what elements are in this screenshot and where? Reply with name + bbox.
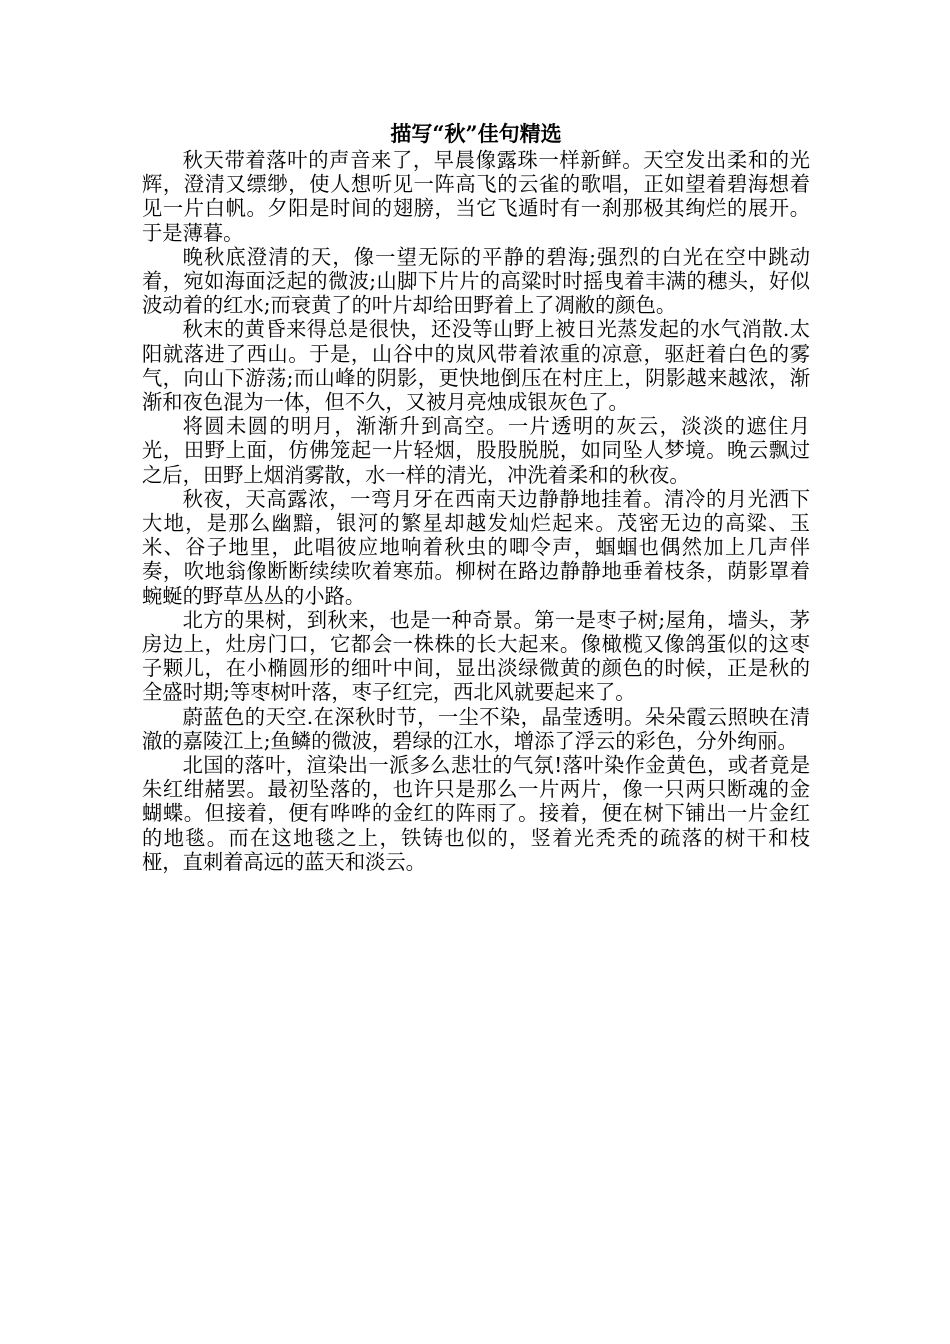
document-title: 描写“秋”佳句精选 bbox=[390, 121, 562, 146]
paragraph: 秋末的黄昏来得总是很快，还没等山野上被日光蒸发起的水气消散.太阳就落进了西山。于是，山谷中的岚风带着浓重的凉意，驱赶着白色的雾气，向山下游荡;而山峰的阴影，更快地倒压在村庄上，阴影越来越浓，渐渐和夜色混为一体，但不久，又被月亮烛成银灰色了。 bbox=[142, 317, 810, 415]
paragraph: 北国的落叶，渲染出一派多么悲壮的气氛!落叶染作金黄色，或者竟是朱红绀赭罢。最初坠落的，也许只是那么一片两片，像一只两只断魂的金蝴蝶。但接着，便有哗哗的金红的阵雨了。接着，便在树下铺出一片金红的地毯。而在这地毯之上，铁铸也似的，竖着光秃秃的疏落的树干和枝桠，直刺着高远的蓝天和淡云。 bbox=[142, 753, 810, 874]
paragraph: 将圆未圆的明月，渐渐升到高空。一片透明的灰云，淡淡的遮住月光，田野上面，仿佛笼起一片轻烟，股股脱脱，如同坠人梦境。晚云飘过之后，田野上烟消雾散，水一样的清光，冲洗着柔和的秋夜。 bbox=[142, 414, 810, 487]
paragraph: 秋夜，天高露浓，一弯月牙在西南天边静静地挂着。清冷的月光洒下大地，是那么幽黯，银河的繁星却越发灿烂起来。茂密无边的高粱、玉米、谷子地里，此唱彼应地响着秋虫的唧令声，蝈蝈也偶然加上几声伴奏，吹地翁像断断续续吹着寒茄。柳树在路边静静地垂着枝条，荫影罩着蜿蜒的野草丛丛的小路。 bbox=[142, 486, 810, 608]
paragraph: 秋天带着落叶的声音来了，早晨像露珠一样新鲜。天空发出柔和的光辉，澄清又缥缈，使人想听见一阵高飞的云雀的歌唱，正如望着碧海想着见一片白帆。夕阳是时间的翅膀，当它飞遁时有一刹那极其绚烂的展开。于是薄暮。 bbox=[142, 148, 810, 245]
paragraph: 蔚蓝色的天空.在深秋时节，一尘不染，晶莹透明。朵朵霞云照映在清澈的嘉陵江上;鱼鳞的微波，碧绿的江水，增添了浮云的彩色，分外绚丽。 bbox=[142, 704, 810, 753]
paragraph: 北方的果树，到秋来，也是一种奇景。第一是枣子树;屋角，墙头，茅房边上，灶房门口，它都会一株株的长大起来。像橄榄又像鸽蛋似的这枣子颗儿，在小椭圆形的细叶中间，显出淡绿微黄的颜色的时候，正是秋的全盛时期;等枣树叶落，枣子红完，西北风就要起来了。 bbox=[142, 607, 810, 705]
document-body bbox=[142, 120, 810, 874]
paragraph: 晚秋底澄清的天，像一望无际的平静的碧海;强烈的白光在空中跳动着，宛如海面泛起的微波;山脚下片片的高粱时时摇曳着丰满的穗头，好似波动着的红水;而衰黄了的叶片却给田野着上了凋敝的颜色。 bbox=[142, 244, 810, 318]
